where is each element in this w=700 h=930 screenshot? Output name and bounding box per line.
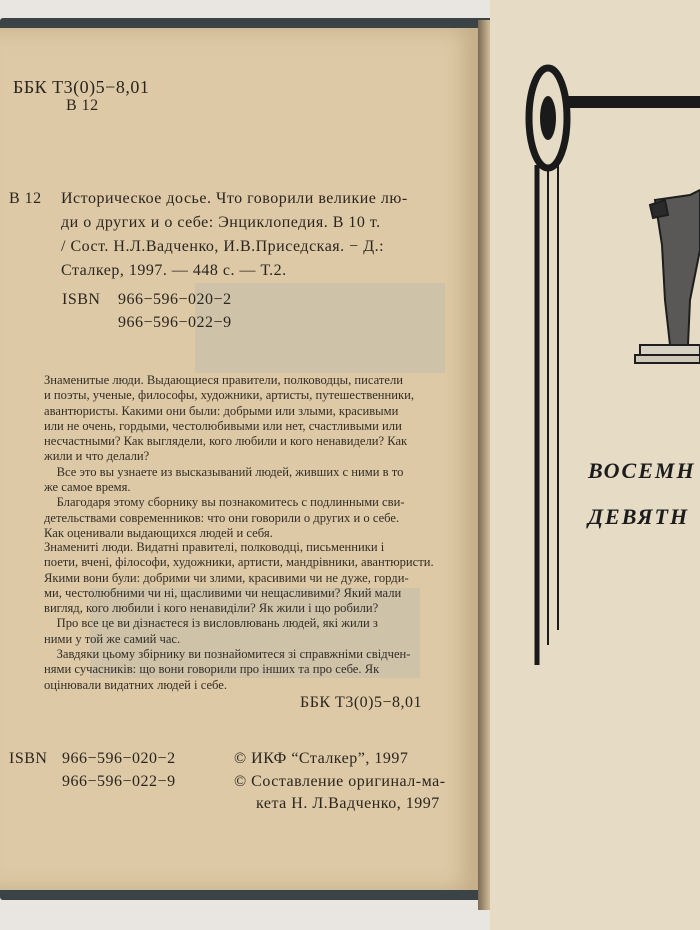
- author-mark: В 12: [66, 97, 99, 114]
- entry-line-4: Сталкер, 1997. — 448 с. — Т.2.: [61, 262, 287, 279]
- left-page: [0, 28, 482, 890]
- entry-line-2: ди о других и о себе: Энциклопедия. В 10 т.: [61, 214, 381, 231]
- title-line-2: ДЕВЯТН: [588, 504, 690, 529]
- isbn-label: ISBN: [62, 291, 101, 308]
- isbn-1: 966−596−020−2: [118, 291, 232, 308]
- ornament-dot: [540, 96, 556, 140]
- entry-line-3: / Сост. Н.Л.Вадченко, И.В.Приседская. − Д.:: [61, 238, 385, 255]
- entry-label: В 12: [9, 190, 42, 207]
- title-line-1: ВОСЕМН: [588, 458, 696, 483]
- bbk-index-top: ББК Т3(0)5−8,01: [13, 77, 150, 97]
- copyright-line-2: © Составление оригинал-ма-: [234, 773, 446, 790]
- isbn-bottom-2: 966−596−022−9: [62, 773, 176, 790]
- isbn-bottom-label: ISBN: [9, 750, 48, 767]
- annotation-ukrainian: Знаменитi люди. Видатнi правителi, полководцi, письменники i поети, вченi, фiлософи, художники, артисти, мандрiвники, авантюристи. Якими вони були: добрими чи злими, красивими чи не дуже, горди- ми, честолюбними чи нi, щасливими чи нещасливими? Який мали вигляд, кого любили i кого ненавидiли? Як жили i що робили? Про все це ви дiзнаєтеся iз висловлювань людей, якi жили з ними у той же самий час. Завдяки цьому збiрнику ви познайомитеся зi справжнiми свiдчен- нями сучасникiв: що вони говорили про iнших та про себе. Як оцiнювали видатних людей i себе.: [44, 540, 434, 692]
- copyright-line-3: кета Н. Л.Вадченко, 1997: [256, 795, 440, 812]
- bbk-index-bottom: ББК Т3(0)5−8,01: [300, 694, 422, 711]
- isbn-2: 966−596−022−9: [118, 314, 232, 331]
- entry-line-1: Историческое досье. Что говорили великие лю-: [61, 190, 408, 207]
- copyright-line-1: © ИКФ “Сталкер”, 1997: [234, 750, 409, 767]
- annotation-russian: Знаменитые люди. Выдающиеся правители, полководцы, писатели и поэты, ученые, философы, художники, артисты, путешественники, авантюристы. Какими они были: добрыми или злыми, красивыми или не очень, гордыми, честолюбивыми или нет, счастливыми или несчастными? Как выглядели, кого любили и кого ненавидели? Как жили и что делали? Все это вы узнаете из высказываний людей, живших с ними в то же самое время. Благодаря этому сборнику вы познакомитесь с подлинными сви- детельствами современников: что они говорили о других и о себе. Как оценивали выдающихся людей и себя.: [44, 373, 415, 540]
- isbn-bottom-1: 966−596−020−2: [62, 750, 176, 767]
- statue-illustration: [635, 190, 700, 363]
- right-page: [490, 0, 700, 930]
- ornament-top-bar: [567, 96, 700, 108]
- scan-shading: [195, 283, 445, 373]
